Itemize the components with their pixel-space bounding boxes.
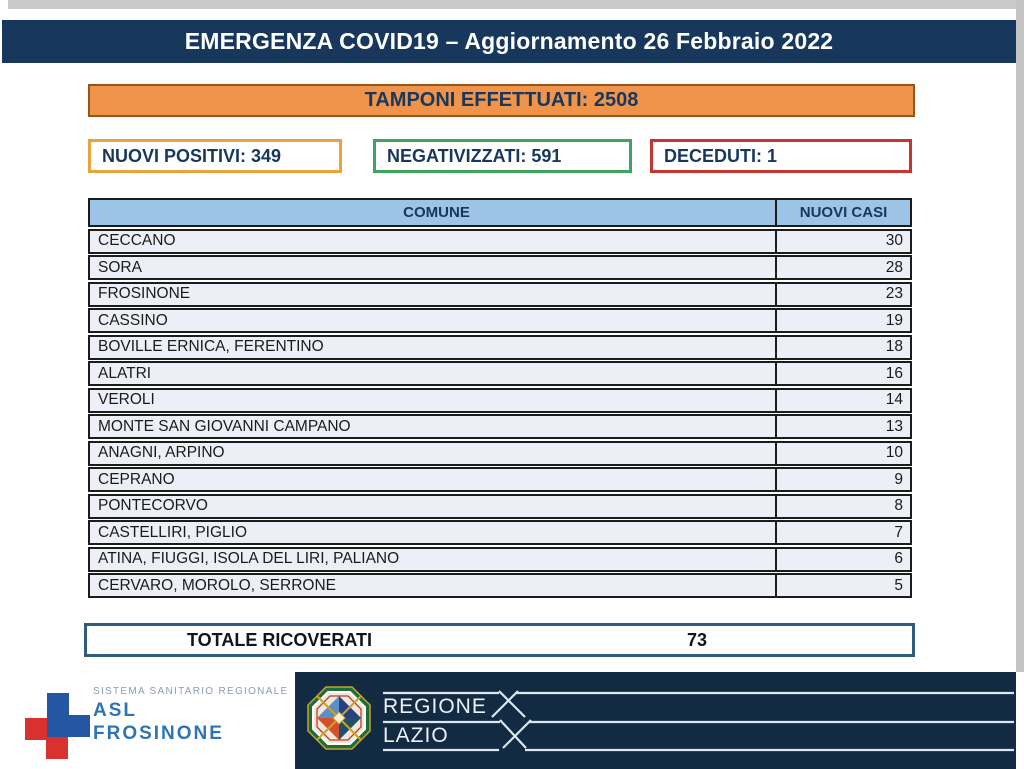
top-edge-strip [8, 0, 1024, 9]
regione-lazio-emblem-icon [295, 672, 1016, 769]
casi-cell: 9 [775, 469, 910, 490]
tamponi-banner: TAMPONI EFFETTUATI: 2508 [88, 84, 915, 117]
casi-cell: 5 [775, 575, 910, 596]
stat-deceduti: DECEDUTI: 1 [650, 139, 912, 173]
table-row [88, 388, 912, 413]
table-row [88, 414, 912, 439]
stat-negativizzati: NEGATIVIZZATI: 591 [373, 139, 632, 173]
comuni-table [88, 198, 912, 600]
casi-cell: 19 [775, 310, 910, 331]
table-row [88, 573, 912, 598]
casi-cell: 16 [775, 363, 910, 384]
table-row [88, 282, 912, 307]
table-row [88, 547, 912, 572]
casi-cell: 13 [775, 416, 910, 437]
comune-cell: MONTE SAN GIOVANNI CAMPANO [98, 417, 351, 435]
comune-cell: BOVILLE ERNICA, FERENTINO [98, 338, 324, 355]
table-row [88, 441, 912, 466]
table-row [88, 520, 912, 545]
regione-lazio-panel [295, 672, 1016, 769]
totale-ricoverati-box [84, 623, 915, 657]
comune-cell: PONTECORVO [98, 497, 208, 514]
casi-cell: 8 [775, 496, 910, 517]
comune-cell: CASSINO [98, 311, 168, 329]
asl-frosinone-logo-icon [22, 688, 94, 764]
casi-cell: 18 [775, 337, 910, 358]
comune-cell: ANAGNI, ARPINO [98, 444, 225, 461]
totale-ricoverati-value: 73 [687, 630, 708, 650]
comune-cell: CERVARO, MOROLO, SERRONE [98, 576, 336, 594]
comune-cell: CECCANO [98, 232, 176, 249]
table-row [88, 308, 912, 333]
comune-cell: CASTELLIRI, PIGLIO [98, 523, 248, 541]
casi-cell: 6 [775, 549, 910, 570]
asl-tagline: SISTEMA SANITARIO REGIONALE [93, 686, 289, 697]
comune-cell: ATINA, FIUGGI, ISOLA DEL LIRI, PALIANO [98, 550, 400, 567]
table-row [88, 361, 912, 386]
casi-cell: 14 [775, 390, 910, 411]
comune-cell: ALATRI [98, 364, 152, 382]
asl-name-line2: FROSINONE [93, 723, 224, 744]
table-header-row [88, 198, 912, 227]
table-row [88, 467, 912, 492]
casi-cell: 28 [775, 257, 910, 278]
table-row [88, 229, 912, 254]
comune-cell: SORA [98, 258, 142, 276]
page-title: EMERGENZA COVID19 – Aggiornamento 26 Febbraio 2022 [2, 20, 1016, 63]
regione-wordmark-line1: REGIONE [383, 695, 487, 718]
table-row [88, 335, 912, 360]
asl-name-line1: ASL [93, 700, 137, 721]
table-row [88, 494, 912, 519]
column-header-comune: COMUNE [403, 204, 470, 221]
stat-nuovi-positivi: NUOVI POSITIVI: 349 [88, 139, 342, 173]
table-row [88, 255, 912, 280]
footer [0, 672, 1024, 769]
regione-wordmark-line2: LAZIO [383, 724, 449, 747]
casi-cell: 7 [775, 522, 910, 543]
comune-cell: VEROLI [98, 391, 155, 408]
comune-cell: CEPRANO [98, 470, 175, 488]
casi-cell: 23 [775, 284, 910, 305]
column-header-nuovi-casi: NUOVI CASI [775, 200, 910, 225]
casi-cell: 30 [775, 231, 910, 252]
comune-cell: FROSINONE [98, 285, 191, 302]
right-edge-strip [1016, 0, 1024, 769]
casi-cell: 10 [775, 443, 910, 464]
totale-ricoverati-label: TOTALE RICOVERATI [187, 630, 373, 650]
